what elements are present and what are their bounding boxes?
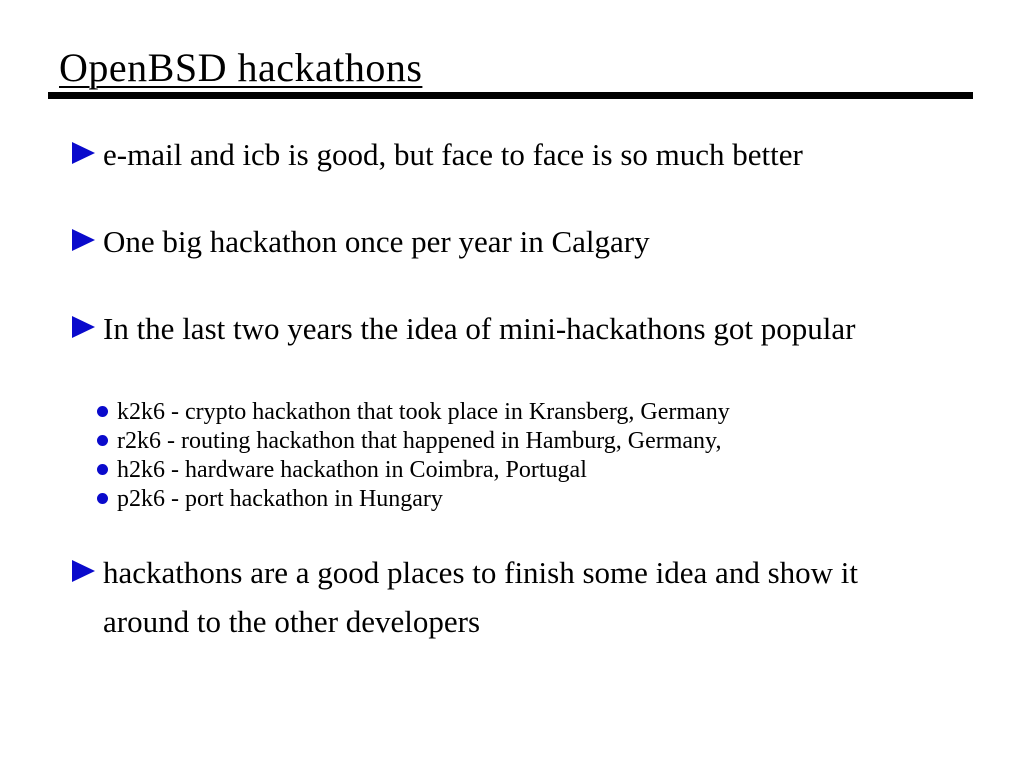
sub-bullet-item-1 [97, 398, 730, 427]
sub-bullet-item-2 [97, 427, 730, 456]
bullet-text: e-mail and icb is good, but face to face is so much better [103, 137, 803, 172]
filled-circle-icon [97, 493, 108, 504]
sub-bullet-list [97, 398, 730, 514]
sub-bullet-item-3 [97, 456, 730, 485]
sub-bullet-text: k2k6 - crypto hackathon that took place in Kransberg, Germany [117, 399, 730, 425]
bullet-text [103, 548, 858, 646]
filled-circle-icon [97, 406, 108, 417]
bullet-text: In the last two years the idea of mini-hackathons got popular [103, 311, 856, 346]
triangle-right-icon [72, 560, 95, 582]
triangle-right-icon [72, 229, 95, 251]
bullet-text: One big hackathon once per year in Calgary [103, 224, 650, 259]
sub-bullet-item-4 [97, 485, 730, 514]
triangle-right-icon [72, 316, 95, 338]
bullet-item-4 [72, 548, 858, 646]
bullet-text-line-1: hackathons are a good places to finish some idea and show it [103, 555, 858, 590]
filled-circle-icon [97, 435, 108, 446]
sub-bullet-text: h2k6 - hardware hackathon in Coimbra, Portugal [117, 457, 587, 483]
bullet-text-line-2: around to the other developers [103, 604, 481, 639]
filled-circle-icon [97, 464, 108, 475]
bullet-item-1 [72, 133, 803, 177]
slide-title: OpenBSD hackathons [59, 45, 423, 90]
bullet-item-2 [72, 220, 650, 264]
sub-bullet-text: r2k6 - routing hackathon that happened in Hamburg, Germany, [117, 428, 722, 454]
title-divider-rule [48, 92, 973, 99]
triangle-right-icon [72, 142, 95, 164]
sub-bullet-text: p2k6 - port hackathon in Hungary [117, 486, 443, 512]
bullet-item-3 [72, 307, 855, 351]
